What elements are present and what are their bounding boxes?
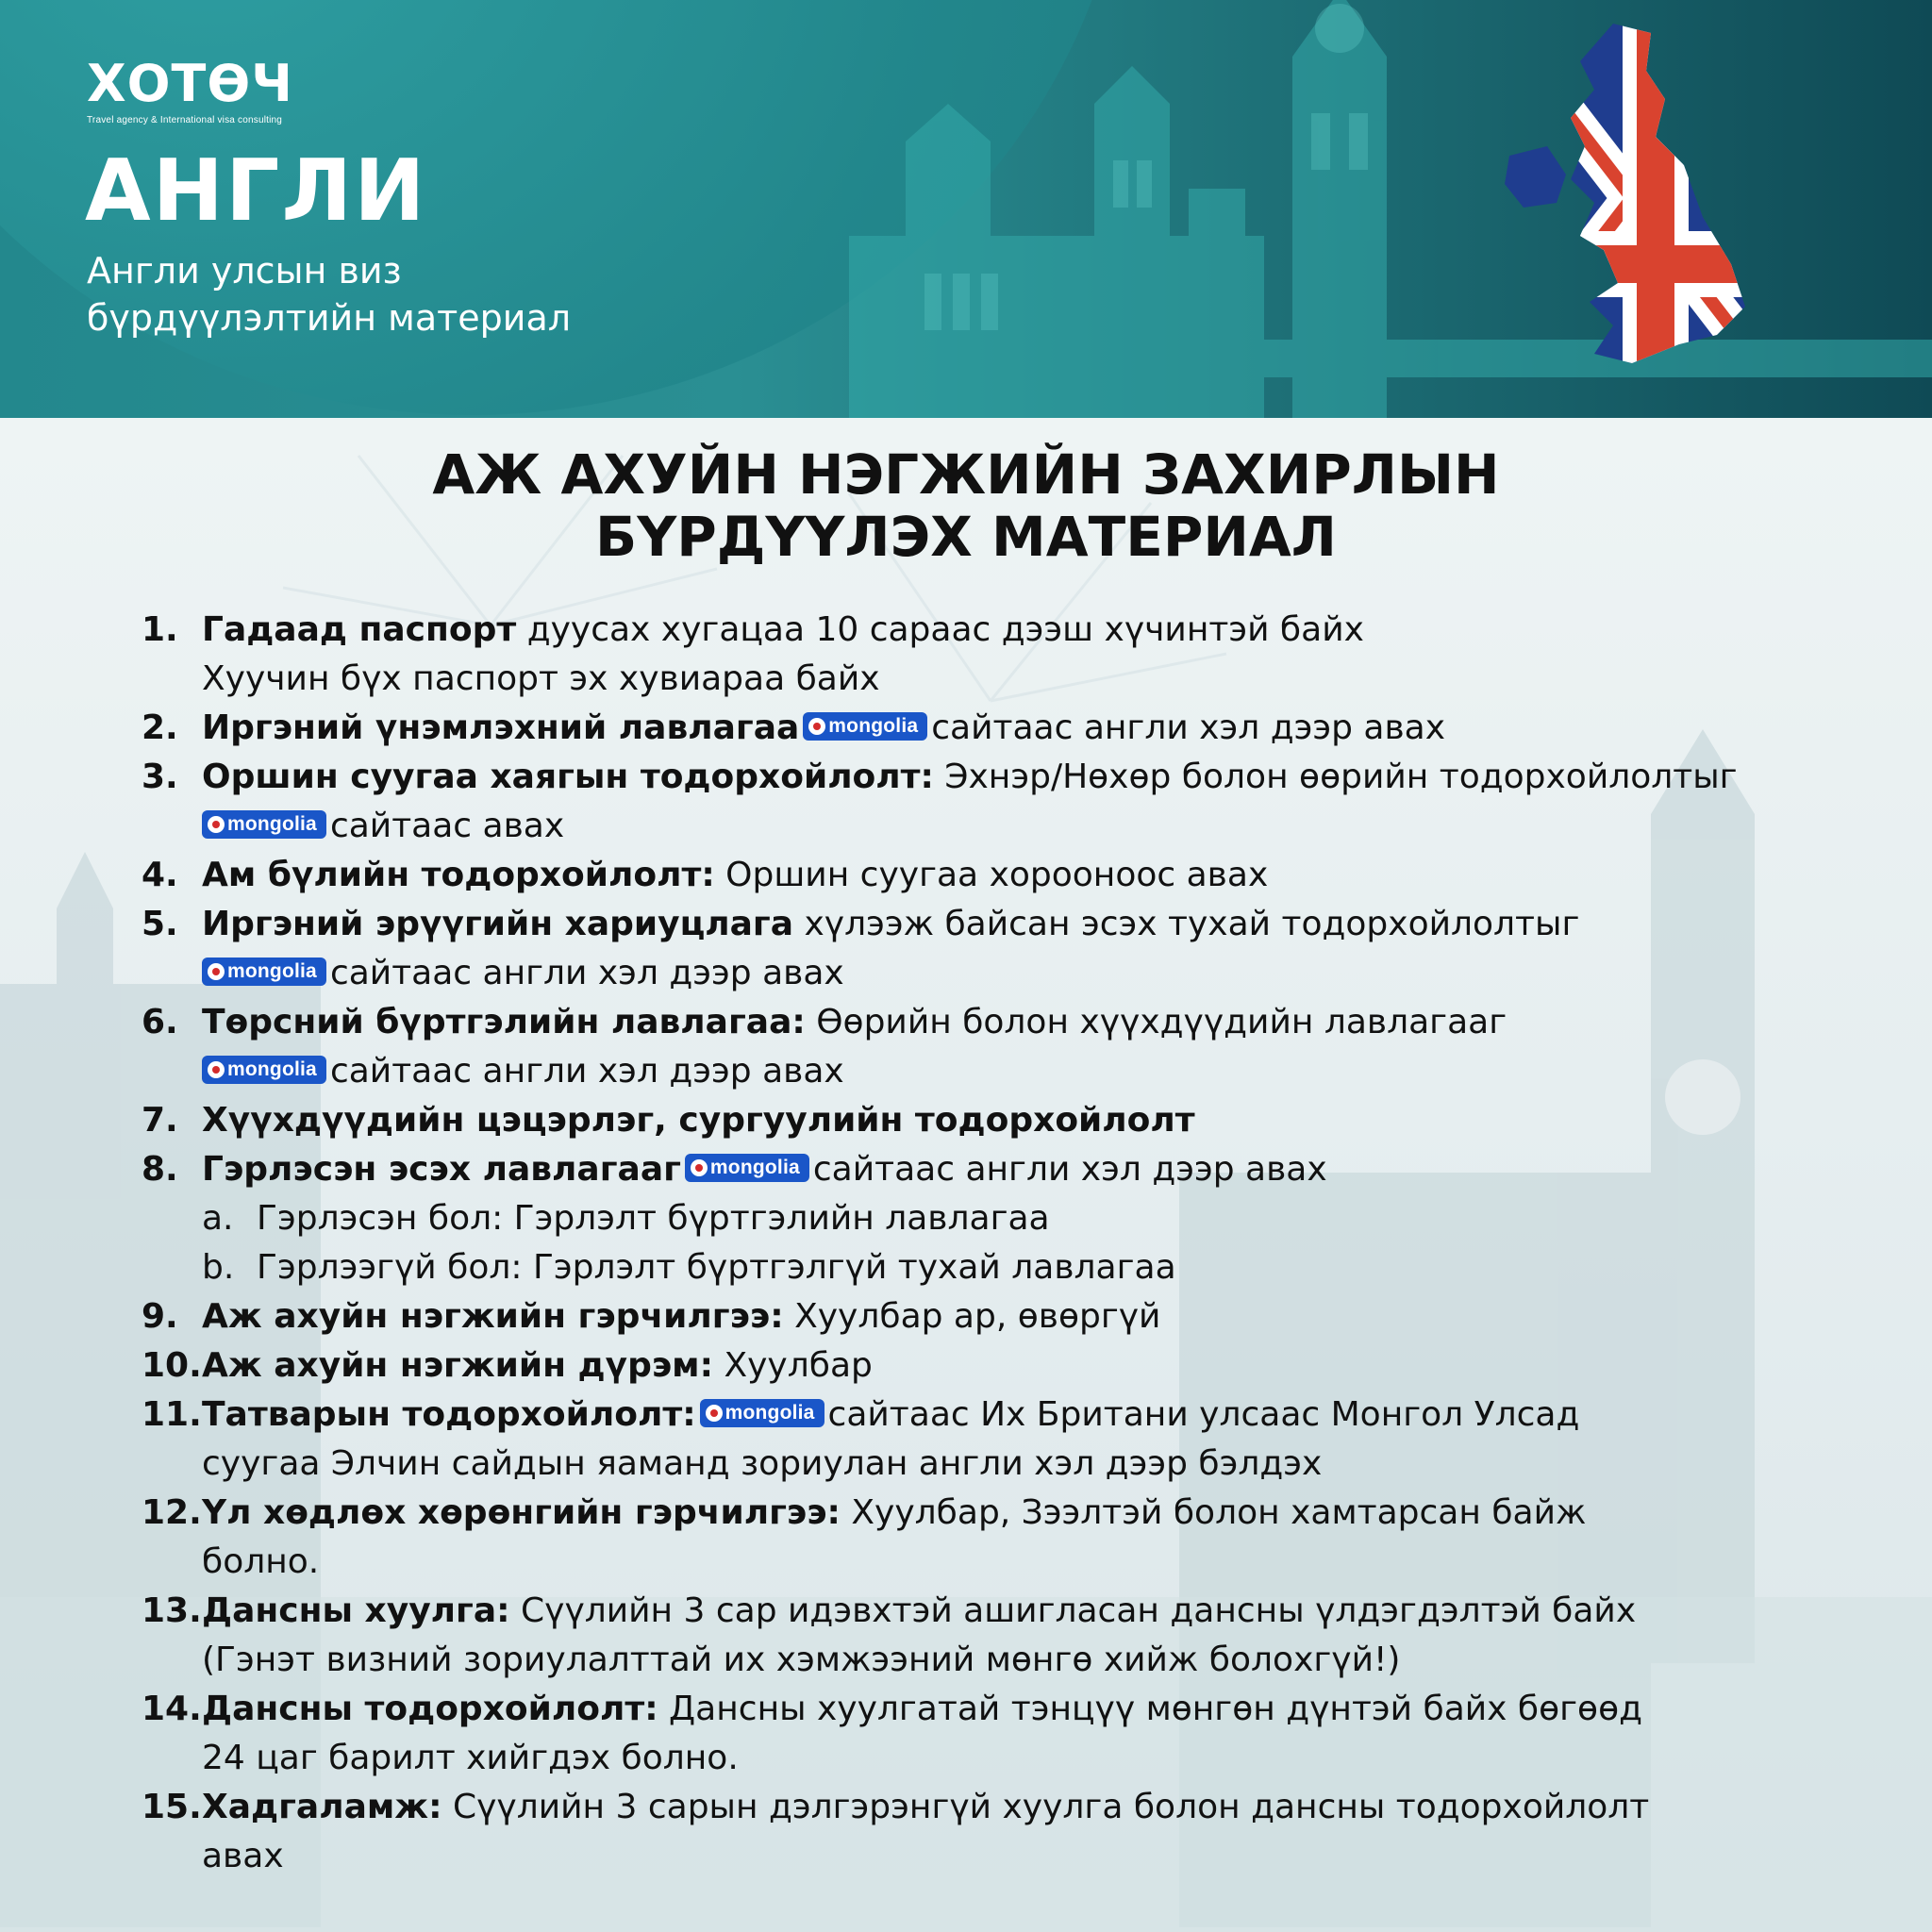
company-logo — [87, 54, 293, 125]
list-item — [142, 1685, 1915, 1783]
item-text-line-2: сайтаас авах — [329, 807, 565, 845]
e-mongolia-logo-icon — [208, 1061, 225, 1078]
item-heading: Ам бүлийн тодорхойлолт: — [202, 856, 715, 894]
item-number: 9. — [142, 1297, 178, 1336]
item-text: Хуулбар — [713, 1346, 873, 1385]
item-number: 12. — [142, 1493, 202, 1532]
e-mongolia-badge — [202, 1056, 326, 1084]
e-mongolia-logo-icon — [208, 963, 225, 980]
list-item — [142, 1489, 1915, 1587]
item-number: 8. — [142, 1150, 178, 1189]
list-item — [142, 606, 1915, 704]
item-text: сайтаас англи хэл дээр авах — [812, 1150, 1327, 1189]
item-text: Сүүлийн 3 сар идэвхтэй ашигласан дансны үлдэгдэлтэй байх — [509, 1591, 1637, 1630]
logo-tagline: Travel agency & International visa consulting — [87, 115, 283, 125]
badge-label: mongolia — [227, 960, 317, 982]
item-number: 3. — [142, 758, 178, 796]
badge-label: mongolia — [724, 1402, 815, 1424]
item-heading: Иргэний эрүүгийн хариуцлага — [202, 905, 794, 943]
item-heading: Дансны тодорхойлолт: — [202, 1690, 658, 1728]
e-mongolia-logo-icon — [706, 1405, 723, 1422]
item-heading: Гадаад паспорт — [202, 610, 517, 649]
item-text: сайтаас англи хэл дээр авах — [931, 708, 1446, 747]
e-mongolia-badge — [202, 810, 326, 839]
badge-label: mongolia — [227, 813, 317, 835]
item-text: сайтаас Их Британи улсаас Монгол Улсад — [827, 1395, 1580, 1434]
item-number: 5. — [142, 905, 178, 943]
item-text: Дансны хуулгатай тэнцүү мөнгөн дүнтэй байх бөгөөд — [658, 1690, 1642, 1728]
sub-item-text: Гэрлэсэн бол: Гэрлэлт бүртгэлийн лавлагаа — [257, 1199, 1050, 1238]
sub-item-marker: a. — [202, 1199, 234, 1238]
item-text: дуусах хугацаа 10 сараас дээш хүчинтэй байх — [516, 610, 1364, 649]
item-text: Оршин суугаа хорооноос авах — [714, 856, 1269, 894]
item-text-line-2: сайтаас англи хэл дээр авах — [329, 954, 844, 992]
item-number: 6. — [142, 1003, 178, 1041]
header-subtitle — [87, 247, 747, 341]
item-number: 7. — [142, 1101, 178, 1140]
item-text: Өөрийн болон хүүхдүүдийн лавлагааг — [805, 1003, 1507, 1041]
sub-item-text: Гэрлээгүй бол: Гэрлэлт бүртгэлгүй тухай лавлагаа — [257, 1248, 1176, 1287]
list-item — [142, 753, 1915, 851]
item-text-line-2: (Гэнэт визний зориулалттай их хэмжээний мөнгө хийж болохгүй!) — [202, 1641, 1401, 1679]
uk-flag-map-icon — [1491, 14, 1774, 382]
item-heading: Хадгаламж: — [202, 1788, 442, 1826]
list-item — [142, 998, 1915, 1096]
item-heading: Төрсний бүртгэлийн лавлагаа: — [202, 1003, 806, 1041]
e-mongolia-badge — [700, 1399, 824, 1427]
e-mongolia-badge — [685, 1154, 809, 1182]
sub-item-marker: b. — [202, 1248, 235, 1287]
item-text-line-2: сайтаас англи хэл дээр авах — [329, 1052, 844, 1091]
e-mongolia-logo-icon — [691, 1159, 708, 1176]
list-item — [142, 1783, 1915, 1881]
e-mongolia-badge — [803, 712, 927, 741]
badge-label: mongolia — [828, 715, 919, 737]
list-item — [142, 900, 1915, 998]
item-text: хүлээж байсан эсэх тухай тодорхойлолтыг — [793, 905, 1580, 943]
item-text-line-2: 24 цаг барилт хийгдэх болно. — [202, 1739, 739, 1777]
item-number: 15. — [142, 1788, 202, 1826]
item-number: 11. — [142, 1395, 202, 1434]
e-mongolia-logo-icon — [208, 816, 225, 833]
logo-wordmark: ХОТӨЧ — [87, 54, 293, 113]
item-heading: Дансны хуулга: — [202, 1591, 510, 1630]
item-number: 4. — [142, 856, 178, 894]
item-number: 10. — [142, 1346, 202, 1385]
item-heading: Гэрлэсэн эсэх лавлагааг — [202, 1150, 681, 1189]
item-text: Эхнэр/Нөхөр болон өөрийн тодорхойлолтыг — [933, 758, 1738, 796]
list-item — [142, 1341, 1915, 1391]
item-number: 2. — [142, 708, 178, 747]
e-mongolia-badge — [202, 958, 326, 986]
list-item — [142, 1391, 1915, 1489]
item-heading: Иргэний үнэмлэхний лавлагаа — [202, 708, 800, 747]
requirements-list — [142, 606, 1915, 1881]
title-line-2: БҮРДҮҮЛЭХ МАТЕРИАЛ — [595, 505, 1337, 569]
item-text-line-2: авах — [202, 1837, 284, 1875]
sub-item — [202, 1194, 1915, 1243]
item-text: Сүүлийн 3 сарын дэлгэрэнгүй хуулга болон дансны тодорхойлолт — [441, 1788, 1650, 1826]
list-item — [142, 1096, 1915, 1145]
list-item — [142, 1292, 1915, 1341]
item-number: 1. — [142, 610, 178, 649]
list-item — [142, 1145, 1915, 1292]
sub-item — [202, 1243, 1915, 1292]
country-title: АНГЛИ — [85, 142, 427, 241]
item-text: Хуулбар ар, өвөргүй — [783, 1297, 1161, 1336]
badge-label: mongolia — [709, 1157, 800, 1178]
badge-label: mongolia — [227, 1058, 317, 1080]
item-number: 13. — [142, 1591, 202, 1630]
e-mongolia-logo-icon — [808, 718, 825, 735]
item-heading: Хүүхдүүдийн цэцэрлэг, сургуулийн тодорхойлолт — [202, 1101, 1195, 1140]
list-item — [142, 1587, 1915, 1685]
item-heading: Аж ахуйн нэгжийн гэрчилгээ: — [202, 1297, 784, 1336]
item-text-line-2: болно. — [202, 1542, 320, 1581]
item-heading: Үл хөдлөх хөрөнгийн гэрчилгээ: — [202, 1493, 841, 1532]
item-heading: Оршин суугаа хаягын тодорхойлолт: — [202, 758, 934, 796]
item-heading: Татварын тодорхойлолт: — [202, 1395, 696, 1434]
title-line-1: АЖ АХУЙН НЭГЖИЙН ЗАХИРЛЫН — [432, 442, 1500, 507]
header-banner — [0, 0, 1932, 418]
list-item — [142, 851, 1915, 900]
item-number: 14. — [142, 1690, 202, 1728]
item-heading: Аж ахуйн нэгжийн дүрэм: — [202, 1346, 714, 1385]
list-item — [142, 704, 1915, 753]
item-text-line-2: суугаа Элчин сайдын яаманд зориулан англи хэл дээр бэлдэх — [202, 1444, 1323, 1483]
item-text: Хуулбар, Зээлтэй болон хамтарсан байж — [840, 1493, 1587, 1532]
subtitle-line-1: Англи улсын виз — [87, 250, 402, 291]
subtitle-line-2: бүрдүүлэлтийн материал — [87, 297, 572, 339]
document-title — [0, 443, 1932, 568]
item-text-line-2: Хуучин бүх паспорт эх хувиараа байх — [202, 659, 880, 698]
